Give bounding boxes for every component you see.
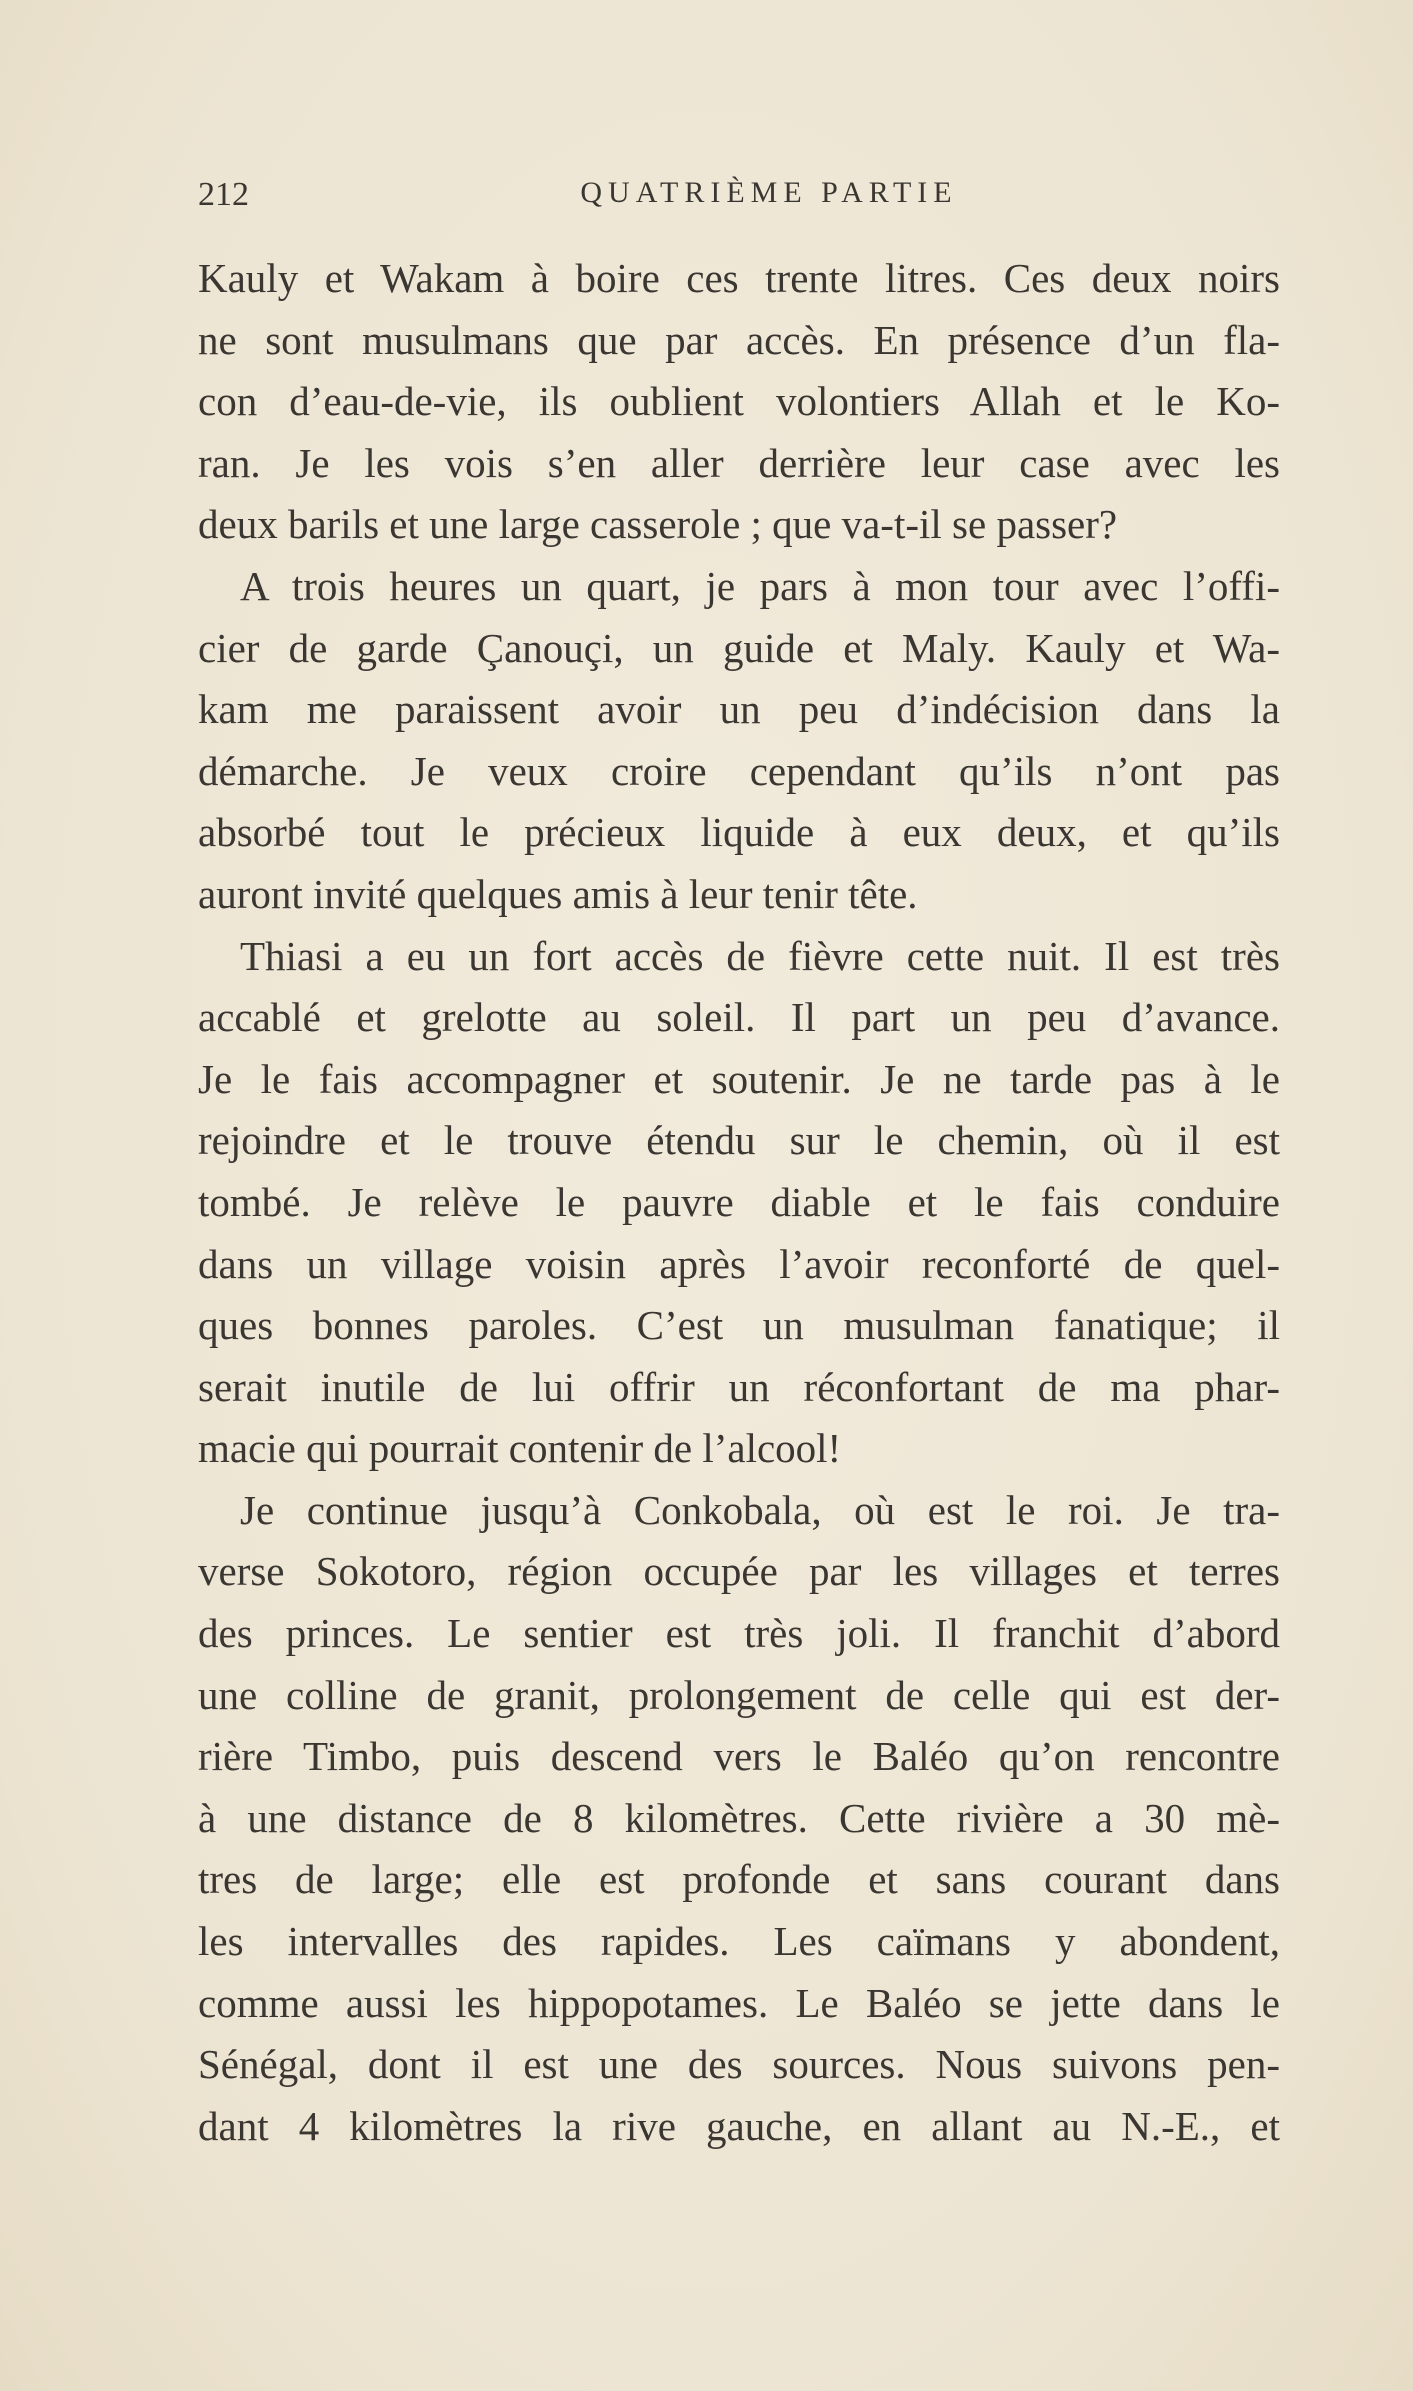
page-header	[198, 176, 1280, 222]
text-line: dans un village voisin après l’avoir reconforté de quel-	[198, 1240, 1280, 1287]
text-line: une colline de granit, prolongement de celle qui est der-	[198, 1671, 1280, 1718]
text-line: Je continue jusqu’à Conkobala, où est le roi. Je tra-	[240, 1486, 1280, 1533]
text-line: Kauly et Wakam à boire ces trente litres. Ces deux noirs	[198, 255, 1280, 301]
text-line: dant 4 kilomètres la rive gauche, en allant au N.-E., et	[198, 2102, 1280, 2149]
text-line: à une distance de 8 kilomètres. Cette rivière a 30 mè-	[198, 1794, 1280, 1841]
text-line: rière Timbo, puis descend vers le Baléo qu’on rencontre	[198, 1733, 1280, 1780]
text-line: Thiasi a eu un fort accès de fièvre cette nuit. Il est très	[240, 932, 1280, 979]
text-line: démarche. Je veux croire cependant qu’ils n’ont pas	[198, 747, 1280, 794]
text-line: kam me paraissent avoir un peu d’indécision dans la	[198, 686, 1280, 733]
text-line: serait inutile de lui offrir un réconfortant de ma phar-	[198, 1363, 1280, 1410]
text-line: tombé. Je relève le pauvre diable et le fais conduire	[198, 1178, 1280, 1225]
text-line: ran. Je les vois s’en aller derrière leur case avec les	[198, 439, 1280, 486]
text-line: Sénégal, dont il est une des sources. Nous suivons pen-	[198, 2041, 1280, 2088]
text-line: con d’eau-de-vie, ils oublient volontiers Allah et le Ko-	[198, 378, 1280, 425]
body-text	[198, 248, 1280, 2157]
text-line: A trois heures un quart, je pars à mon tour avec l’offi-	[240, 562, 1280, 609]
text-line: verse Sokotoro, région occupée par les villages et terres	[198, 1548, 1280, 1595]
text-line: deux barils et une large casserole ; que va-t-il se passer?	[198, 501, 1118, 548]
text-line: rejoindre et le trouve étendu sur le chemin, où il est	[198, 1117, 1280, 1164]
text-line: absorbé tout le précieux liquide à eux deux, et qu’ils	[198, 809, 1280, 856]
text-line: Je le fais accompagner et soutenir. Je ne tarde pas à le	[198, 1055, 1280, 1102]
text-line: comme aussi les hippopotames. Le Baléo se jette dans le	[198, 1979, 1280, 2026]
text-line: tres de large; elle est profonde et sans courant dans	[198, 1856, 1280, 1903]
text-line: auront invité quelques amis à leur tenir tête.	[198, 870, 918, 917]
text-line: des princes. Le sentier est très joli. Il franchit d’abord	[198, 1610, 1280, 1657]
text-line: macie qui pourrait contenir de l’alcool!	[198, 1425, 842, 1472]
text-line: ne sont musulmans que par accès. En présence d’un fla-	[198, 316, 1280, 363]
text-line: accablé et grelotte au soleil. Il part un peu d’avance.	[198, 994, 1280, 1041]
text-line: cier de garde Çanouçi, un guide et Maly. Kauly et Wa-	[198, 624, 1280, 671]
page-number: 212	[198, 176, 249, 213]
text-line: les intervalles des rapides. Les caïmans y abondent,	[198, 1918, 1280, 1965]
text-line: ques bonnes paroles. C’est un musulman fanatique; il	[198, 1302, 1280, 1349]
running-title: QUATRIÈME PARTIE	[580, 176, 958, 209]
